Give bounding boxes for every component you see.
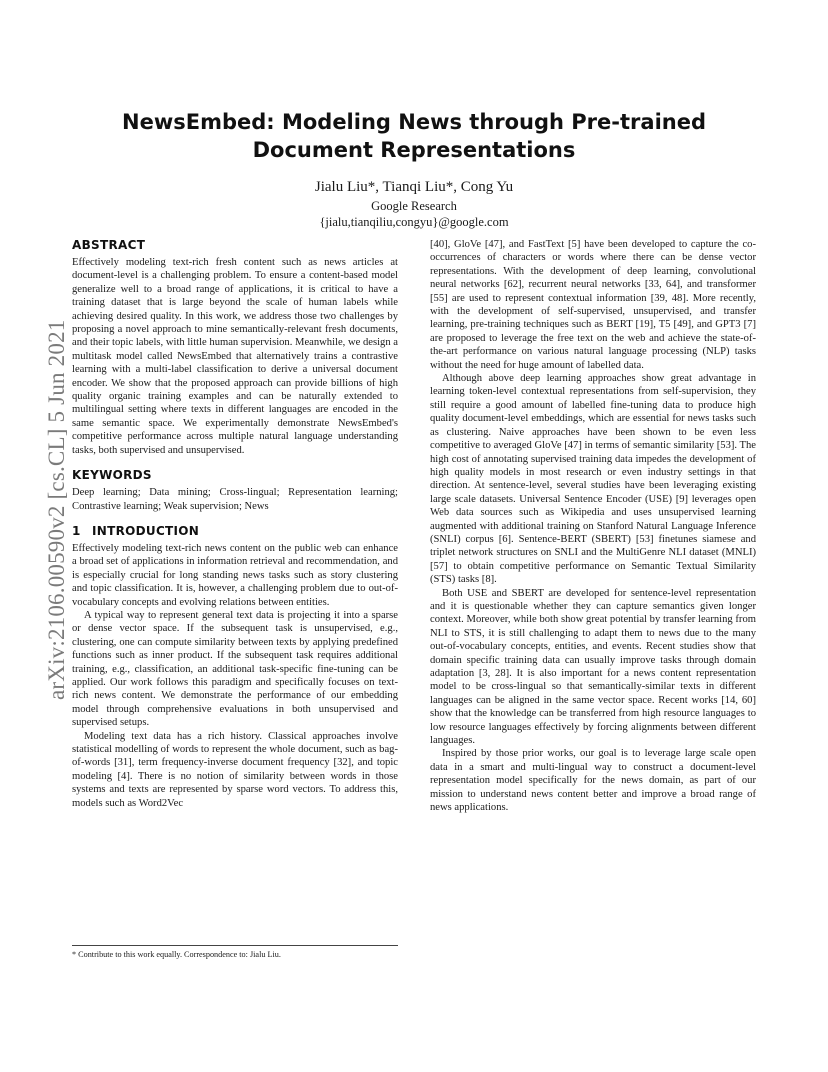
- arxiv-identifier: arXiv:2106.00590v2 [cs.CL] 5 Jun 2021: [44, 319, 69, 700]
- intro-paragraph-1: Effectively modeling text-rich news content on the public web can enhance a broad set of applications in information retrieval and recommendation, and is especially crucial for long standing news tasks such as story clustering and topic classification. It is, however, a challenging problem due to out-of-vocabulary concepts and evolving relations between entities.: [72, 542, 398, 608]
- footnote-divider: [72, 945, 398, 946]
- abstract-text: Effectively modeling text-rich fresh content such as news articles at document-level is a challenging problem. To ensure a content-based model generalize well to a broad range of applications, it is critical to have a training dataset that is large beyond the scale of human labels while achieving desired quality. In this work, we address those two challenges by proposing a novel approach to mine semantically-relevant fresh documents, and their topic labels, with little human supervision. Meanwhile, we design a multitask model called NewsEmbed that alternatively trains a contrastive learning with a multi-label classification to derive a universal document encoder. We show that the proposed approach can provide billions of high quality organic training examples and can be naturally extended to multilingual setting where texts in different languages are encoded in the same semantic space. We experimentally demonstrate NewsEmbed's competitive performance across multiple natural language understanding tasks, both supervised and unsupervised.: [72, 257, 398, 456]
- left-column: [72, 238, 398, 810]
- introduction-heading: [72, 524, 398, 538]
- intro-paragraph-2: A typical way to represent general text data is projecting it into a sparse or dense vector space. If the subsequent task is unsupervised, e.g., clustering, one can compute similarity between texts by applying predefined functions such as inner product. If the subsequent task requires additional training, e.g., classification, an additional task-specific fine-tuning can be applied. Our work follows this paradigm and specifically focuses on text-rich news content. We demonstrate the performance of our embedding model through comprehensive evaluations in both unsupervised and supervised setups.: [72, 609, 398, 729]
- keywords-text: Deep learning; Data mining; Cross-lingual; Representation learning; Contrastive learning; Weak supervision; News: [72, 487, 398, 512]
- keywords-heading: KEYWORDS: [72, 468, 152, 483]
- right-paragraph-2: Although above deep learning approaches show great advantage in learning token-level contextual representations from self-supervision, they still require a good amount of labelled fine-tuning data to produce high quality document-level embeddings, which are essential for news tasks such as clustering. Naive approaches have been shown to be even less competitive to averaged GloVe [47] in terms of semantic similarity [53]. The high cost of annotating supervised training data impedes the development of high quality models in most research or even industry settings in that direction. At sentence-level, several studies have been leveraging existing large scale datasets. Universal Sentence Encoder (USE) [9] leverages open Web data sources such as Wikipedia and uses unsupervised learning augmented with additional training on Stanford Natural Language Inference (SNLI) corpus [6]. Sentence-BERT (SBERT) [53] finetunes siamese and triplet network structures on SNLI and the MultiGenre NLI dataset (MNLI) [57] to obtain competitive performance on Semantic Textual Similarity (STS) tasks [8].: [430, 373, 756, 586]
- abstract-heading: ABSTRACT: [72, 238, 146, 252]
- right-paragraph-1: [40], GloVe [47], and FastText [5] have been developed to capture the co-occurrences of characters or words where there can be dense vector representations. With the development of deep learning, convolutional neural networks [62], recurrent neural networks [33, 64], and transformer [55] are used to represent contextual information [39, 48]. More recently, with the development of self-supervised, unsupervised, and transfer learning, pre-training techniques such as BERT [19], T5 [49], and GPT3 [7] are proposed to leverage the free text on the web and achieve the state-of-the-art performance on various natural language processing (NLP) tasks without the need for huge amount of labelled data.: [430, 239, 756, 371]
- right-column: [430, 238, 756, 814]
- affiliation: Google Research: [371, 199, 457, 213]
- section-number: 1: [72, 523, 81, 538]
- section-title: INTRODUCTION: [92, 523, 200, 538]
- footnote: * Contribute to this work equally. Correspondence to: Jialu Liu.: [72, 950, 281, 959]
- intro-paragraph-3: Modeling text data has a rich history. Classical approaches involve statistical modelling of words to represent the whole document, such as bag-of-words [31], term frequency-inverse document frequency [32], and topic modeling [4]. There is no notion of similarity between words in those systems and texts are represented by sparse word vectors. To address this, models such as Word2Vec: [72, 730, 398, 809]
- right-paragraph-3: Both USE and SBERT are developed for sentence-level representation and it is questionable whether they can capture semantics given longer context. Moreover, while both show great potential by transfer learning from NLI to STS, it is still challenging to adapt them to news due to the many out-of-vocabulary concepts, entities, and events. Recent studies show that domain specific training data can usually improve tasks through domain adaptation [3, 28]. It is also important for a news content representation model to be cross-lingual so that semantically-similar texts in different languages can be aligned in the same vector space. Recent works [14, 60] show that the knowledge can be transferred from high resource languages to low resource languages effectively by forcing alignments between different languages.: [430, 587, 756, 747]
- author-emails: {jialu,tianqiliu,congyu}@google.com: [319, 215, 509, 229]
- right-paragraph-4: Inspired by those prior works, our goal is to leverage large scale open data in a smart and multi-lingual way to construct a document-level representation model specifically for the news domain, as part of our mission to understand news content better and improve a broad range of news applications.: [430, 748, 756, 814]
- author-list: Jialu Liu*, Tianqi Liu*, Cong Yu: [314, 179, 514, 195]
- paper-title: NewsEmbed: Modeling News through Pre-trained Document Representations: [122, 110, 706, 162]
